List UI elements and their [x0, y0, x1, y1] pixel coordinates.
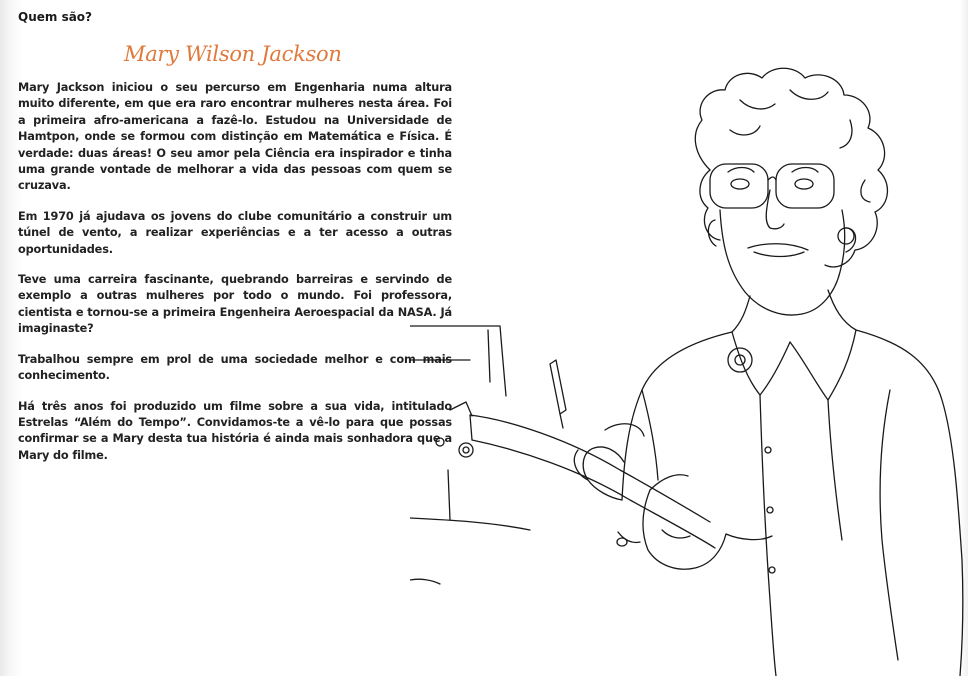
paragraph-4: Trabalhou sempre em prol de uma sociedade melhor e com mais conhecimento. — [18, 352, 452, 383]
section-label: Quem são? — [18, 10, 93, 24]
paragraph-1: Mary Jackson iniciou o seu percurso em Engenharia numa altura muito diferente, em que era raro encontrar mulheres nesta área. Foi a primeira afro-americana a fazê-lo. Estudou na Universidade de Hamtpon, onde se formou com distinção em Matemática e Física. É verdade: duas áreas! O seu amor pela Ciência era inspirador e tinha uma grande vontade de melhorar a vida das pessoas com quem se cruzava. — [18, 81, 452, 193]
portrait-line-drawing — [410, 60, 968, 676]
paragraph-5: Há três anos foi produzido um filme sobre a sua vida, intitulado Estrelas “Além do Tempo”. Convidamos-te a vê-lo para que possas confirmar se a Mary desta tua história é ainda mais sonhadora que a Mary do filme. — [18, 399, 452, 462]
paragraph-2: Em 1970 já ajudava os jovens do clube comunitário a construir um túnel de vento, a realizar experiências e a ter acesso a outras oportunidades. — [18, 209, 452, 256]
page-title: Mary Wilson Jackson — [124, 42, 342, 66]
paragraph-3: Teve uma carreira fascinante, quebrando barreiras e servindo de exemplo a outras mulheres por todo o mundo. Foi professora, cientista e tornou-se a primeira Engenheira Aeroespacial da NASA. Já imaginaste? — [18, 273, 452, 336]
biography-text — [18, 80, 452, 478]
